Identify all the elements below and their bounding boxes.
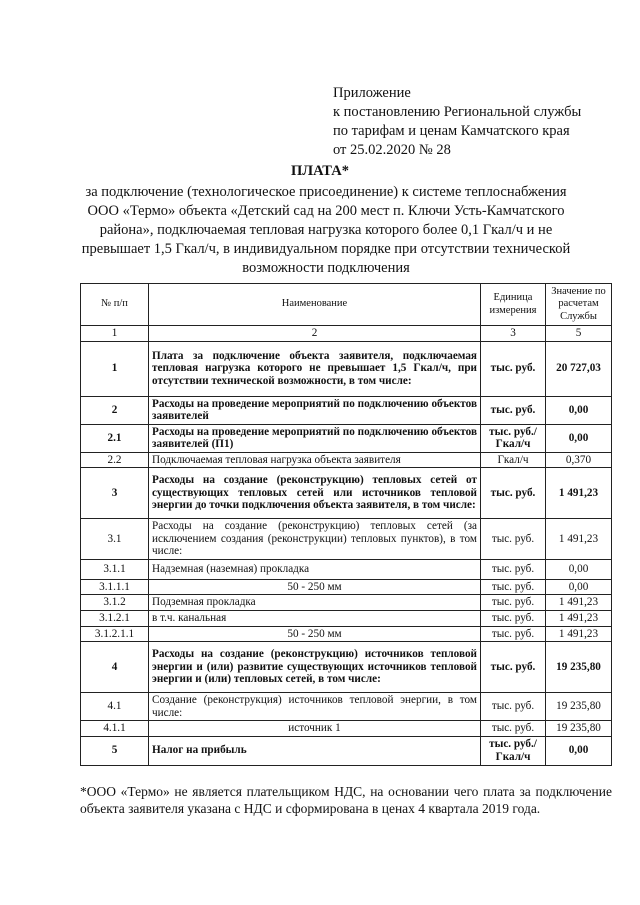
table-row (81, 468, 612, 519)
document-subtitle: за подключение (технологическое присоединение) к системе теплоснабжения ООО «Термо» объекта «Детский сад на 200 мест п. Ключи Усть-Камчатского района», подключаемая тепловая нагрузка которого более 0,1 Гкал/ч и не превышает 1,5 Гкал/ч, в индивидуальном порядке при отсутствии технической возможности подключения (81, 184, 571, 276)
row-number-cell: 3.1.2 (81, 595, 149, 611)
table-row (81, 611, 612, 627)
appendix-line: к постановлению Региональной службы (333, 104, 582, 120)
table-row (81, 559, 612, 579)
table-row (81, 595, 612, 611)
column-number-cell: 2 (149, 326, 481, 342)
row-unit-cell: Гкал/ч (481, 452, 546, 468)
row-value-cell: 0,00 (546, 396, 612, 424)
table-row (81, 736, 612, 765)
row-number-cell: 4.1 (81, 693, 149, 721)
row-value-cell: 1 491,23 (546, 611, 612, 627)
row-unit-cell: тыс. руб. (481, 693, 546, 721)
row-value-cell: 1 491,23 (546, 595, 612, 611)
row-name-cell: Подземная прокладка (149, 595, 481, 611)
row-number-cell: 2 (81, 396, 149, 424)
row-name-cell: Создание (реконструкция) источников тепловой энергии, в том числе: (149, 693, 481, 721)
row-unit-cell: тыс. руб. (481, 595, 546, 611)
row-unit-cell: тыс. руб. (481, 519, 546, 560)
row-number-cell: 2.1 (81, 424, 149, 452)
row-value-cell: 19 235,80 (546, 642, 612, 693)
row-unit-cell: тыс. руб. (481, 611, 546, 627)
row-name-cell: Подключаемая тепловая нагрузка объекта заявителя (149, 452, 481, 468)
row-name-cell: в т.ч. канальная (149, 611, 481, 627)
row-number-cell: 3.1.2.1 (81, 611, 149, 627)
appendix-block (333, 84, 581, 160)
row-value-cell: 1 491,23 (546, 626, 612, 642)
column-number-cell: 1 (81, 326, 149, 342)
row-name-cell: Надземная (наземная) прокладка (149, 559, 481, 579)
row-value-cell: 0,00 (546, 736, 612, 765)
footnote: *ООО «Термо» не является плательщиком НДС, на основании чего плата за подключение объекта заявителя указана с НДС и сформирована в ценах 4 квартала 2019 года. (80, 784, 612, 816)
row-value-cell: 0,370 (546, 452, 612, 468)
row-value-cell: 0,00 (546, 424, 612, 452)
row-value-cell: 19 235,80 (546, 693, 612, 721)
table-row (81, 341, 612, 396)
row-name-cell: Расходы на проведение мероприятий по подключению объектов заявителей (149, 396, 481, 424)
table-body (81, 284, 612, 766)
table-header-row (81, 284, 612, 326)
table-row (81, 626, 612, 642)
document-title: ПЛАТА* (291, 163, 349, 179)
row-unit-cell: тыс. руб./ Гкал/ч (481, 424, 546, 452)
column-number-cell: 3 (481, 326, 546, 342)
table-row (81, 579, 612, 595)
row-unit-cell: тыс. руб. (481, 721, 546, 737)
row-name-cell: Расходы на создание (реконструкцию) источников тепловой энергии и (или) развитие существующих источников тепловой энергии и (или) тепловых сетей, в том числе: (149, 642, 481, 693)
header-cell-unit: Единица измерения (481, 284, 546, 326)
table-row (81, 693, 612, 721)
row-number-cell: 4 (81, 642, 149, 693)
row-number-cell: 3.1.1.1 (81, 579, 149, 595)
row-name-cell: 50 - 250 мм (149, 579, 481, 595)
row-name-cell: Расходы на создание (реконструкцию) тепловых сетей (за исключением создания (реконструкции) тепловых пунктов), в том числе: (149, 519, 481, 560)
row-unit-cell: тыс. руб. (481, 468, 546, 519)
row-number-cell: 3 (81, 468, 149, 519)
row-unit-cell: тыс. руб. (481, 579, 546, 595)
table-row (81, 424, 612, 452)
row-name-cell: Расходы на создание (реконструкцию) тепловых сетей от существующих тепловых сетей или источников тепловой энергии до точки подключения объекта заявителя, в том числе: (149, 468, 481, 519)
row-number-cell: 3.1.2.1.1 (81, 626, 149, 642)
tariff-table (80, 283, 612, 766)
row-number-cell: 2.2 (81, 452, 149, 468)
appendix-line: от 25.02.2020 № 28 (333, 142, 451, 158)
row-unit-cell: тыс. руб. (481, 341, 546, 396)
header-cell-value: Значение по расчетам Службы (546, 284, 612, 326)
header-cell-num: № п/п (81, 284, 149, 326)
column-number-cell: 5 (546, 326, 612, 342)
row-unit-cell: тыс. руб. (481, 559, 546, 579)
appendix-line: по тарифам и ценам Камчатского края (333, 123, 570, 139)
row-unit-cell: тыс. руб. (481, 396, 546, 424)
row-number-cell: 5 (81, 736, 149, 765)
row-name-cell: Налог на прибыль (149, 736, 481, 765)
table-row (81, 519, 612, 560)
row-number-cell: 4.1.1 (81, 721, 149, 737)
row-number-cell: 3.1.1 (81, 559, 149, 579)
row-number-cell: 3.1 (81, 519, 149, 560)
row-value-cell: 19 235,80 (546, 721, 612, 737)
row-name-cell: 50 - 250 мм (149, 626, 481, 642)
row-name-cell: Расходы на проведение мероприятий по подключению объектов заявителей (П1) (149, 424, 481, 452)
row-name-cell: Плата за подключение объекта заявителя, подключаемая тепловая нагрузка которого не превышает 1,5 Гкал/ч, при отсутствии технической возможности, в том числе: (149, 341, 481, 396)
column-number-row (81, 326, 612, 342)
row-number-cell: 1 (81, 341, 149, 396)
table-row (81, 721, 612, 737)
row-value-cell: 1 491,23 (546, 468, 612, 519)
table-row (81, 452, 612, 468)
row-unit-cell: тыс. руб. (481, 642, 546, 693)
appendix-line: Приложение (333, 85, 411, 101)
row-unit-cell: тыс. руб. (481, 626, 546, 642)
row-value-cell: 0,00 (546, 579, 612, 595)
row-value-cell: 20 727,03 (546, 341, 612, 396)
table-row (81, 396, 612, 424)
table-row (81, 642, 612, 693)
row-unit-cell: тыс. руб./ Гкал/ч (481, 736, 546, 765)
row-value-cell: 1 491,23 (546, 519, 612, 560)
header-cell-name: Наименование (149, 284, 481, 326)
row-value-cell: 0,00 (546, 559, 612, 579)
row-name-cell: источник 1 (149, 721, 481, 737)
